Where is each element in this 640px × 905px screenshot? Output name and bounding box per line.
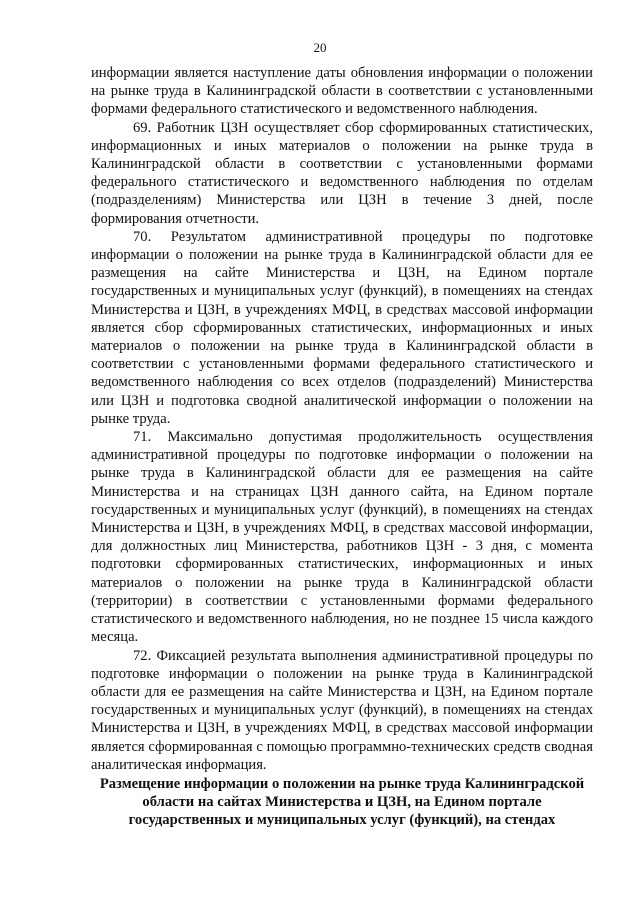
section-heading: Размещение информации о положении на рынке труда Калининградской области на сайтах Министерства и ЦЗН, на Едином портале государственных и муниципальных услуг (функций), на стендах (99, 776, 585, 829)
paragraph-continuation: информации является наступление даты обновления информации о положении на рынке труда в Калининградской области в соответствии с установленными формами федерального статистического и ведомственного наблюдения. (91, 65, 593, 118)
page-number: 20 (313, 40, 327, 55)
paragraph-69: 69. Работник ЦЗН осуществляет сбор сформированных статистических, информационных и иных материалов о положении на рынке труда в Калининградской области в соответствии с установленными формами федерального статистического и ведомственного наблюдения по отделам (подразделениям) Министерства или ЦЗН в течение 3 дней, после формирования отчетности. (91, 119, 593, 227)
document-body (91, 64, 593, 774)
paragraph-70: 70. Результатом административной процедуры по подготовке информации о положении на рынке труда в Калининградской области для ее размещения на сайте Министерства и ЦЗН, на Едином портале государственных и муниципальных услуг (функций), в помещениях на стендах Министерства и ЦЗН, в учреждениях МФЦ, в средствах массовой информации является сбор сформированных статистических, информационных и иных материалов о положении на рынке труда в Калининградской области в соответствии с установленными формами федерального статистического и ведомственного наблюдения со всех отделов (подразделений) Министерства или ЦЗН и подготовка сводной аналитической информации о положении на рынке труда. (91, 228, 593, 427)
paragraph-71: 71. Максимально допустимая продолжительность осуществления административной процедуры по подготовке информации о положении на рынке труда в Калининградской области для ее размещения на сайте Министерства и на страницах ЦЗН данного сайта, на Едином портале государственных и муниципальных услуг (функций), в помещениях на стендах Министерства и ЦЗН, в учреждениях МФЦ, в средствах массовой информации, для должностных лиц Министерства, работников ЦЗН - 3 дня, с момента подготовки сформированных статистических, информационных и иных материалов о положении на рынке труда в Калининградской области (территории) в соответствии с установленными формами федерального статистического и ведомственного наблюдения, но не позднее 15 числа каждого месяца. (91, 429, 593, 646)
paragraph-72: 72. Фиксацией результата выполнения административной процедуры по подготовке информации о положении на рынке труда в Калининградской области для ее размещения на сайте Министерства и ЦЗН, на Едином портале государственных и муниципальных услуг (функций), в помещениях на стендах Министерства и ЦЗН, в учреждениях МФЦ, в средствах массовой информации является сформированная с помощью программно-технических средств сводная аналитическая информация. (91, 647, 593, 773)
